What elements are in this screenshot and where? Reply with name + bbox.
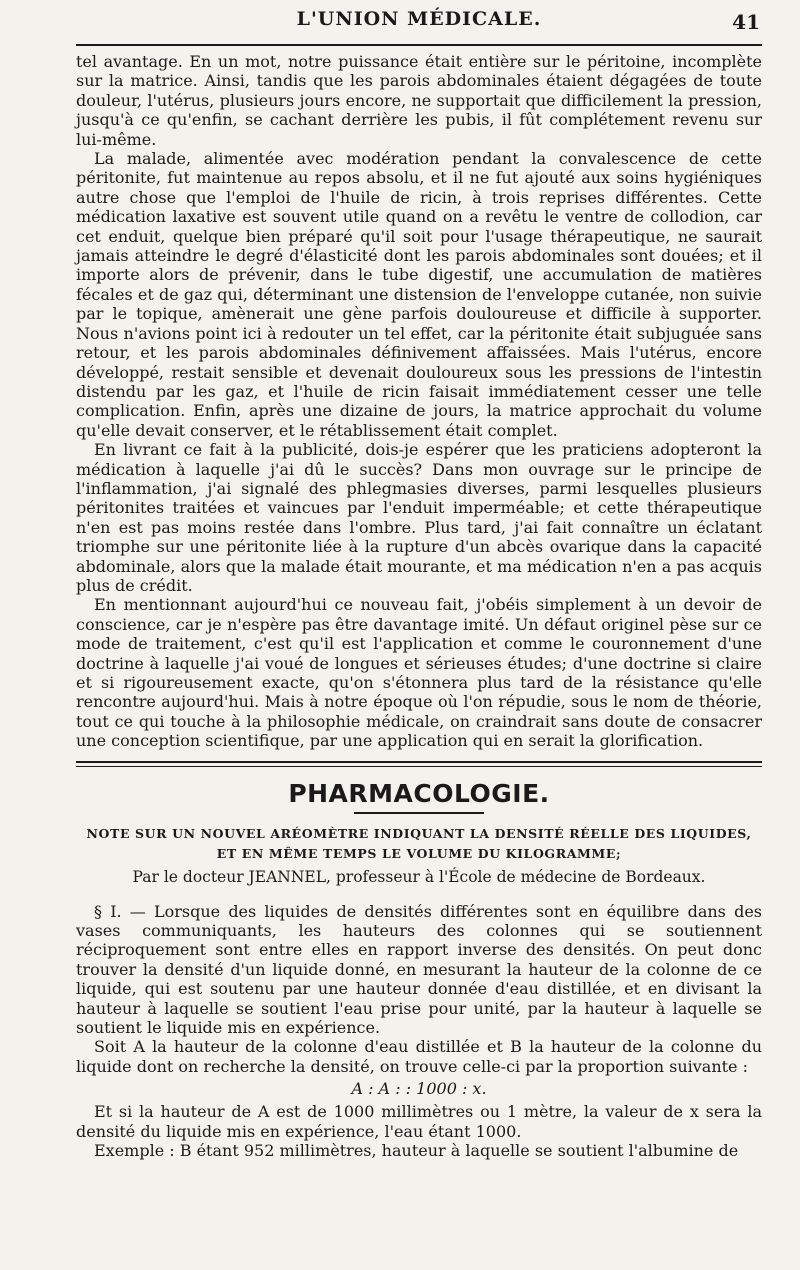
- article-paragraph-4: Exemple : B étant 952 millimètres, hauteur à laquelle se soutient l'albumine de: [94, 1141, 739, 1161]
- page: [76, 0, 762, 1161]
- paragraph-3: En livrant ce fait à la publicité, dois-je espérer que les praticiens adopteront la médication à laquelle j'ai dû le succès? Dans mon ouvrage sur le principe de l'inflammation, j'ai signalé des phlegmasies diverses, parmi lesquelles plusieurs péritonites traitées et vaincues par l'enduit imperméable; et cette thérapeutique n'en est pas moins restée dans l'ombre. Plus tard, j'ai fait connaître un éclatant triomphe sur une péritonite liée à la rupture d'un abcès ovarique dans la capacité abdominale, alors que la malade était mourante, et ma médication n'en a pas acquis plus de crédit.: [76, 440, 762, 595]
- journal-title: L'UNION MÉDICALE.: [296, 8, 542, 30]
- running-head: [76, 0, 762, 44]
- section-title: PHARMACOLOGIE.: [288, 778, 550, 808]
- article-paragraph-3: Et si la hauteur de A est de 1000 millimètres ou 1 mètre, la valeur de x sera la densité du liquide mis en expérience, l'eau étant 1000.: [76, 1102, 762, 1141]
- header-rule: [76, 44, 762, 46]
- paragraph-2: La malade, alimentée avec modération pendant la convalescence de cette péritonite, fut maintenue au repos absolu, et il ne fut ajouté aux soins hygiéniques autre chose que l'emploi de l'huile de ricin, à trois reprises différentes. Cette médication laxative est souvent utile quand on a revêtu le ventre de collodion, car cet enduit, quelque bien préparé qu'il soit pour l'usage thérapeutique, ne saurait jamais atteindre le degré d'élasticité dont les parois abdominales sont douées; et il importe alors de prévenir, dans le tube digestif, une accumulation de matières fécales et de gaz qui, déterminant une distension de l'enveloppe cutanée, non suivie par le topique, amènerait une gène parfois douloureuse et difficile à supporter. Nous n'avions point ici à redouter un tel effet, car la péritonite était subjuguée sans retour, et les parois abdominales définivement affaissées. Mais l'utérus, encore développé, restait sensible et devenait douloureux sous les pressions de l'intestin distendu par les gaz, et l'huile de ricin faisait immédiatement cesser une telle complication. Enfin, après une dizaine de jours, la matrice approchait du volume qu'elle devait conserver, et le rétablissement était complet.: [76, 149, 762, 440]
- paragraph-4: En mentionnant aujourd'hui ce nouveau fait, j'obéis simplement à un devoir de conscience, car je n'espère pas être davantage imité. Un défaut originel pèse sur ce mode de traitement, c'est qu'il est l'application et comme le couronnement d'une doctrine à laquelle j'ai voué de longues et sérieuses études; d'une doctrine si claire et si rigoureusement exacte, qu'on s'étonnera plus tard de la résistance qu'elle rencontre aujourd'hui. Mais à notre époque où l'on répudie, sous le nom de théorie, tout ce qui touche à la philosophie médicale, on craindrait sans doute de consacrer une conception scientifique, par une application qui en serait la glorification.: [76, 595, 762, 751]
- article-title-line-1: NOTE SUR UN NOUVEL ARÉOMÈTRE INDIQUANT LA DENSITÉ RÉELLE DES LIQUIDES,: [86, 825, 752, 841]
- formula: A : A : : 1000 : x.: [351, 1079, 487, 1099]
- title-underline: [354, 812, 484, 814]
- article-paragraph-1: § I. — Lorsque des liquides de densités différentes sont en équilibre dans des vases communiquants, les hauteurs des colonnes qui se soutiennent réciproquement sont entre elles en rapport inverse des densités. On peut donc trouver la densité d'un liquide donné, en mesurant la hauteur de la colonne de ce liquide, qui est soutenu par une hauteur donnée d'eau distillée, et en divisant la hauteur à laquelle se soutient l'eau prise pour unité, par la hauteur à laquelle se soutient le liquide mis en expérience.: [76, 901, 762, 1038]
- page-number: 41: [732, 10, 760, 34]
- section-rule-bottom: [76, 766, 762, 767]
- section-rule-top: [76, 761, 762, 763]
- article-paragraph-2: Soit A la hauteur de la colonne d'eau distillée et B la hauteur de la colonne du liquide dont on recherche la densité, on trouve celle-ci par la proportion suivante :: [76, 1037, 762, 1076]
- paragraph-1: tel avantage. En un mot, notre puissance était entière sur le péritoine, incomplète sur la matrice. Ainsi, tandis que les parois abdominales étaient dégagées de toute douleur, l'utérus, plusieurs jours encore, ne supportait que difficilement la pression, jusqu'à ce qu'enfin, se cachant derrière les pubis, il fût complétement revenu sur lui-même.: [76, 52, 762, 149]
- byline: Par le docteur JEANNEL, professeur à l'École de médecine de Bordeaux.: [132, 867, 706, 886]
- article-title-line-2: ET EN MÊME TEMPS LE VOLUME DU KILOGRAMME;: [216, 845, 622, 861]
